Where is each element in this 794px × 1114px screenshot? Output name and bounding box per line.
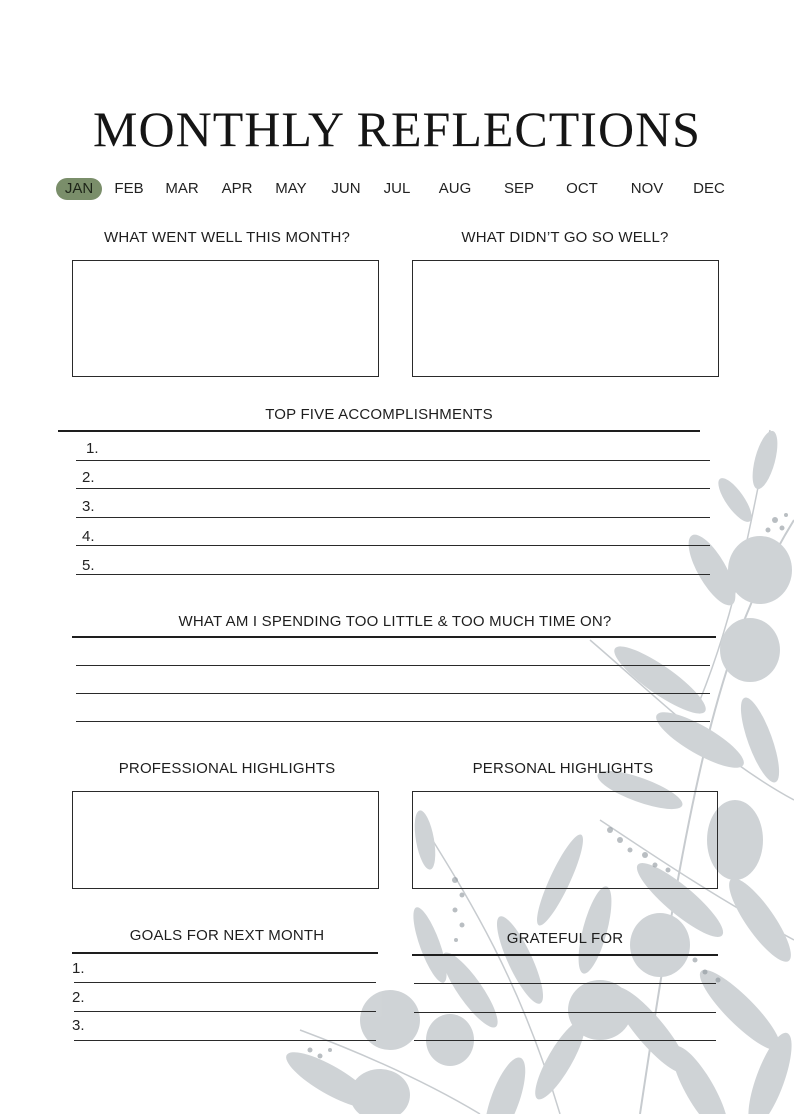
page-title: MONTHLY REFLECTIONS	[93, 101, 701, 157]
accomplishment-line[interactable]	[76, 545, 710, 546]
goals-divider	[72, 952, 378, 954]
month-feb[interactable]: FEB	[114, 180, 144, 197]
accomplishment-number: 5.	[82, 557, 95, 574]
month-oct[interactable]: OCT	[566, 180, 598, 197]
didnt-go-well-box[interactable]	[412, 260, 719, 377]
grateful-line[interactable]	[414, 1012, 716, 1013]
accomplishment-number: 3.	[82, 498, 95, 515]
accomplishment-line[interactable]	[76, 488, 710, 489]
time-spent-line[interactable]	[76, 665, 710, 666]
month-sep[interactable]: SEP	[503, 180, 534, 197]
goal-line[interactable]	[74, 1011, 376, 1012]
month-jul[interactable]: JUL	[383, 180, 411, 197]
time-spent-divider	[72, 636, 716, 638]
accomplishment-line[interactable]	[76, 574, 710, 575]
month-nov[interactable]: NOV	[630, 180, 664, 197]
accomplishment-number: 2.	[82, 469, 95, 486]
personal-highlights-label: PERSONAL HIGHLIGHTS	[472, 760, 654, 777]
accomplishment-line[interactable]	[76, 460, 710, 461]
accomplishment-line[interactable]	[76, 517, 710, 518]
goals-label: GOALS FOR NEXT MONTH	[129, 927, 325, 944]
month-jan[interactable]: JAN	[56, 178, 102, 200]
month-mar[interactable]: MAR	[165, 180, 199, 197]
goal-line[interactable]	[74, 982, 376, 983]
goal-number: 1.	[72, 960, 85, 977]
goal-number: 3.	[72, 1017, 85, 1034]
personal-highlights-box[interactable]	[412, 791, 718, 889]
goal-number: 2.	[72, 989, 85, 1006]
accomplishments-divider	[58, 430, 700, 432]
accomplishment-number: 4.	[82, 528, 95, 545]
grateful-label: GRATEFUL FOR	[506, 930, 624, 947]
accomplishment-number: 1.	[86, 440, 99, 457]
time-spent-label: WHAT AM I SPENDING TOO LITTLE & TOO MUCH TIME ON?	[178, 613, 612, 630]
month-aug[interactable]: AUG	[438, 180, 472, 197]
goal-line[interactable]	[74, 1040, 376, 1041]
grateful-line[interactable]	[414, 1040, 716, 1041]
accomplishments-label: TOP FIVE ACCOMPLISHMENTS	[265, 406, 493, 423]
didnt-go-well-label: WHAT DIDN’T GO SO WELL?	[461, 229, 669, 246]
month-apr[interactable]: APR	[221, 180, 253, 197]
professional-highlights-label: PROFESSIONAL HIGHLIGHTS	[118, 760, 336, 777]
time-spent-line[interactable]	[76, 721, 710, 722]
month-jun[interactable]: JUN	[331, 180, 361, 197]
month-may[interactable]: MAY	[275, 180, 307, 197]
time-spent-line[interactable]	[76, 693, 710, 694]
grateful-line[interactable]	[414, 983, 716, 984]
went-well-label: WHAT WENT WELL THIS MONTH?	[103, 229, 351, 246]
went-well-box[interactable]	[72, 260, 379, 377]
professional-highlights-box[interactable]	[72, 791, 379, 889]
grateful-divider	[412, 954, 718, 956]
month-dec[interactable]: DEC	[693, 180, 725, 197]
